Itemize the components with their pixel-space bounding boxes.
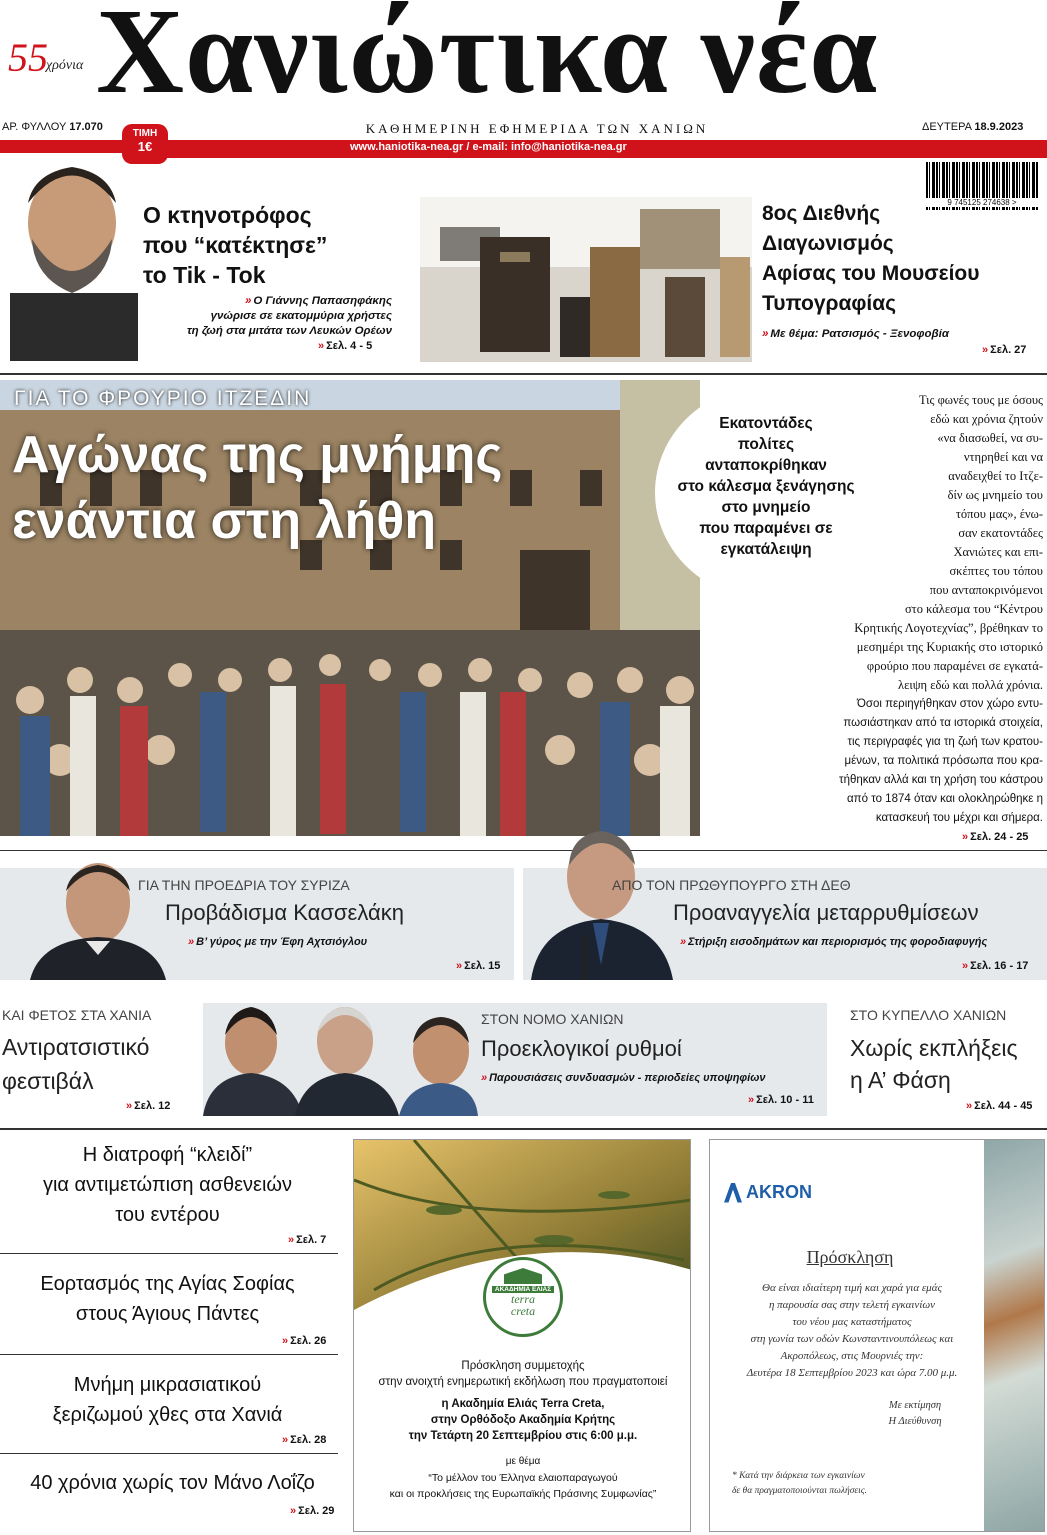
brief-item[interactable]	[0, 1140, 335, 1230]
lead-body-line: σαν εκατοντάδες	[958, 526, 1043, 540]
callout-line: Εκατοντάδες	[719, 415, 813, 432]
top-left-headline-line: το Tik - Tok	[143, 262, 266, 288]
top-right-page-ref[interactable]	[982, 344, 1026, 356]
mid-left-kicker: ΓΙΑ ΤΗΝ ΠΡΟΕΔΡΙΑ ΤΟΥ ΣΥΡΙΖΑ	[138, 877, 350, 893]
museum-photo	[420, 197, 752, 362]
akron-brand: AKRON	[746, 1182, 812, 1202]
lead-body-line: στο κάλεσμα του “Κέντρου	[904, 602, 1043, 616]
brief-line: Μνήμη μικρασιατικού	[73, 1374, 262, 1396]
top-right-headline-line: 8ος Διεθνής	[762, 202, 881, 225]
candidates-photo	[203, 985, 478, 1116]
top-left-sub-line: Ο Γιάννης Παπασηφάκης	[253, 295, 392, 307]
divider	[0, 373, 1047, 375]
chevron-icon: »	[456, 960, 461, 972]
top-left-page-ref[interactable]	[318, 340, 372, 352]
akron-title: Πρόσκληση	[806, 1247, 894, 1267]
lead-body-line: δίν ως μνημείο του	[947, 488, 1043, 502]
row3-left-headline-line: φεστιβάλ	[2, 1068, 94, 1094]
lead-body-line: εδώ και χρόνια ζητούν	[930, 412, 1043, 426]
lead-body-line: Χανιώτες και επι-	[953, 545, 1043, 559]
row3-center-page-ref[interactable]	[748, 1094, 814, 1106]
academy-line: στην Ορθόδοξο Ακαδημία Κρήτης	[430, 1414, 616, 1426]
farmer-photo	[0, 153, 138, 361]
lead-body-line: «να διασωθεί, να συ-	[937, 431, 1043, 445]
row3-center-headline[interactable]: Προεκλογικοί ρυθμοί	[481, 1036, 682, 1061]
row3-left-page-ref[interactable]	[126, 1100, 170, 1112]
row3-center-sub-text: Παρουσιάσεις συνδυασμών - περιοδείες υποψηφίων	[489, 1072, 766, 1084]
page-ref-text: Σελ. 16 - 17	[970, 960, 1029, 972]
web-line[interactable]: www.haniotika-nea.gr / e-mail: info@haniotika-nea.gr	[350, 141, 627, 153]
academy-badge-brand-2: creta	[510, 1304, 536, 1318]
lead-body	[780, 391, 1043, 828]
olive-house-icon	[504, 1268, 542, 1284]
anniversary-number: 55	[8, 35, 48, 80]
callout-line: εγκατάλειψη	[720, 541, 812, 558]
page-ref-text: Σελ. 26	[290, 1335, 327, 1347]
mid-left-headline[interactable]: Προβάδισμα Κασσελάκη	[165, 900, 404, 925]
lead-body-line: Όσοι περιηγήθηκαν στον χώρο εντυ-	[856, 698, 1043, 710]
callout-line: στο μνημείο	[721, 499, 811, 516]
lead-body-line: τήθηκαν αλλά και τη χρήση του κάστρου	[839, 774, 1043, 786]
row3-left-kicker: ΚΑΙ ΦΕΤΟΣ ΣΤΑ ΧΑΝΙΑ	[2, 1007, 152, 1023]
top-left-sub-line: τη ζωή στα μιτάτα των Λευκών Ορέων	[186, 325, 392, 337]
chevron-icon: »	[966, 1100, 971, 1112]
brief-page-ref[interactable]	[282, 1434, 326, 1446]
academy-line: η Ακαδημία Ελιάς Terra Creta,	[441, 1398, 605, 1410]
chevron-icon: »	[288, 1234, 293, 1246]
academy-badge-top: ΑΚΑΔΗΜΙΑ ΕΛΙΑΣ	[492, 1286, 554, 1293]
chevron-icon: »	[962, 831, 967, 843]
lead-body-line: λειψη εδώ και πολλά χρόνια.	[898, 678, 1043, 692]
lead-body-line: κατασκευή του μέχρι και σήμερα.	[875, 812, 1043, 824]
akron-line: του νέου μας καταστήματος	[792, 1316, 912, 1328]
page-ref-text: Σελ. 10 - 11	[756, 1094, 814, 1106]
callout-line: στο κάλεσμα ξενάγησης	[677, 478, 855, 495]
top-right-sub-text: Με θέμα: Ρατσισμός - Ξενοφοβία	[770, 328, 950, 340]
top-right-headline-line: Αφίσας του Μουσείου	[762, 262, 980, 285]
chevron-icon: »	[244, 295, 250, 307]
mid-left-sub-text: Β’ γύρος με την Έφη Αχτσιόγλου	[196, 936, 368, 948]
row3-center-kicker: ΣΤΟΝ ΝΟΜΟ ΧΑΝΙΩΝ	[481, 1011, 624, 1027]
academy-badge-brand-1: terra	[511, 1292, 535, 1306]
academy-line: με θέμα	[505, 1456, 541, 1467]
top-left-sub	[132, 294, 392, 339]
top-right-headline-line: Τυπογραφίας	[762, 292, 897, 315]
row3-center-sub	[481, 1072, 766, 1084]
mid-right-headline[interactable]: Προαναγγελία μεταρρυθμίσεων	[673, 900, 979, 925]
chevron-icon: »	[762, 328, 767, 340]
lead-body-line: που ανταποκρινόμενοι	[929, 583, 1043, 597]
price-badge	[122, 124, 168, 164]
brief-divider	[0, 1453, 338, 1454]
mitsotakis-photo	[523, 815, 673, 980]
academy-line: Πρόσκληση συμμετοχής	[461, 1360, 585, 1372]
row3-right-kicker: ΣΤΟ ΚΥΠΕΛΛΟ ΧΑΝΙΩΝ	[850, 1007, 1007, 1023]
top-left-headline-line: που “κατέκτησε”	[143, 232, 328, 258]
page-ref-text: Σελ. 29	[298, 1505, 335, 1517]
brief-line: για αντιμετώπιση ασθενειών	[42, 1174, 293, 1196]
chevron-icon: »	[282, 1434, 287, 1446]
page-ref-text: Σελ. 24 - 25	[970, 831, 1029, 843]
row3-right-headline-line: Χωρίς εκπλήξεις	[850, 1035, 1018, 1061]
page-ref-text: Σελ. 44 - 45	[974, 1100, 1033, 1112]
lead-body-line: πωσιάστηκαν από τα ιστορικά στοιχεία,	[843, 717, 1043, 729]
mid-left-page-ref[interactable]	[456, 960, 500, 972]
brief-item[interactable]	[0, 1269, 335, 1329]
issue-label: ΑΡ. ΦΥΛΛΟΥ	[2, 121, 67, 133]
lead-body-line: αναδειχθεί το Ιτζε-	[948, 469, 1043, 483]
akron-line: * Κατά την διάρκεια των εγκαινίων	[732, 1471, 865, 1481]
brief-page-ref[interactable]	[282, 1335, 326, 1347]
chevron-icon: »	[962, 960, 967, 972]
academy-badge	[483, 1257, 563, 1337]
issue-date-value: 18.9.2023	[974, 121, 1024, 133]
akron-text	[710, 1280, 994, 1382]
chevron-icon: »	[982, 344, 987, 356]
kasselakis-photo	[0, 855, 192, 980]
issue-number: 17.070	[69, 121, 103, 133]
akron-logo	[724, 1182, 812, 1203]
akron-ad[interactable]	[709, 1139, 1045, 1532]
callout-line: ανταποκρίθηκαν	[705, 457, 827, 474]
lead-kicker: ΓΙΑ ΤΟ ΦΡΟΥΡΙΟ ΙΤΖΕΔΙΝ	[14, 387, 312, 410]
callout-line: που παραμένει σε	[699, 520, 833, 537]
page-ref-text: Σελ. 27	[990, 344, 1027, 356]
brief-item[interactable]	[0, 1370, 335, 1430]
lead-body-line: τις περιγραφές για τη ζωή των κρατου-	[847, 736, 1043, 748]
chevron-icon: »	[481, 1072, 486, 1084]
row3-right-headline[interactable]	[850, 1032, 1018, 1096]
akron-line: Με εκτίμηση	[888, 1400, 942, 1411]
akron-line: στη γωνία των οδών Κωνσταντινουπόλεως και	[750, 1333, 954, 1345]
lead-body-line: Κρητικής Λογοτεχνίας”, βρέθηκαν το	[854, 621, 1043, 635]
mid-right-sub	[680, 936, 987, 948]
lead-body-line: μεσημέρι της Κυριακής στο ιστορικό	[856, 640, 1043, 654]
brief-line: στους Άγιους Πάντες	[75, 1303, 260, 1325]
top-left-headline[interactable]	[143, 200, 327, 290]
lead-body-line: τόπου μας», ένω-	[955, 507, 1043, 521]
akron-line: Θα είναι ιδιαίτερη τιμή και χαρά για εμάς	[762, 1282, 942, 1294]
divider	[0, 1128, 1047, 1130]
brief-divider	[0, 1354, 338, 1355]
mid-right-sub-text: Στήριξη εισοδημάτων και περιορισμός της φοροδιαφυγής	[688, 936, 988, 948]
akron-line: Η Διεύθυνση	[888, 1416, 942, 1427]
lead-body-line: Τις φωνές τους με όσους	[918, 393, 1043, 407]
chevron-icon: »	[126, 1100, 131, 1112]
brief-line: ξεριζωμού χθες στα Χανιά	[52, 1404, 283, 1426]
anniversary-logo	[8, 34, 98, 84]
academy-line: στην ανοιχτή ενημερωτική εκδήλωση που πραγματοποιεί	[378, 1376, 668, 1388]
brief-line: 40 χρόνια χωρίς τον Μάνο Λοΐζο	[30, 1472, 315, 1494]
chevron-icon: »	[188, 936, 193, 948]
top-left-headline-line: Ο κτηνοτρόφος	[143, 202, 312, 228]
issue-day: ΔΕΥΤΕΡΑ	[922, 121, 972, 133]
page-ref-text: Σελ. 28	[290, 1434, 327, 1446]
akron-line: η παρουσία σας στην τελετή εγκαινίων	[768, 1299, 936, 1311]
tagline: ΚΑΘΗΜΕΡΙΝΗ ΕΦΗΜΕΡΙΔΑ ΤΩΝ ΧΑΝΙΩΝ	[365, 121, 709, 136]
akron-line: δε θα πραγματοποιούνται πωλήσεις.	[732, 1486, 867, 1496]
top-right-headline-line: Διαγωνισμός	[762, 232, 894, 255]
akron-line: Δευτέρα 18 Σεπτεμβρίου 2023 και ώρα 7.00 μ.μ.	[746, 1367, 958, 1379]
brief-line: του εντέρου	[115, 1204, 220, 1226]
academy-line: “Το μέλλον του Έλληνα ελαιοπαραγωγού	[428, 1472, 618, 1484]
top-left-sub-line: γνώρισε σε εκατομμύρια χρήστες	[210, 310, 392, 322]
lead-body-line: από το 1874 όταν και ολοκληρώθηκε η	[847, 793, 1043, 805]
lead-body-line: μένων, τα πολιτικά πρόσωπα που κρα-	[844, 755, 1043, 767]
mid-right-page-ref[interactable]	[962, 960, 1028, 972]
academy-ad[interactable]	[353, 1139, 691, 1532]
lead-body-line: σκέπτες του τόπου	[949, 564, 1043, 578]
callout-line: πολίτες	[737, 436, 795, 453]
issue-info	[2, 121, 103, 133]
lead-body-line: ντηρηθεί και να	[963, 450, 1043, 464]
row3-right-headline-line: η Α’ Φάση	[850, 1067, 951, 1093]
page-ref-text: Σελ. 12	[134, 1100, 171, 1112]
page-ref-text: Σελ. 7	[296, 1234, 327, 1246]
anniversary-word: χρόνια	[46, 58, 84, 73]
page-ref-text: Σελ. 15	[464, 960, 501, 972]
akron-note	[732, 1469, 867, 1499]
row3-left-headline-line: Αντιρατσιστικό	[2, 1034, 150, 1060]
chevron-icon: »	[748, 1094, 753, 1106]
barcode-digits: 9 745125 274638 >	[924, 198, 1040, 207]
academy-line: και οι προκλήσεις της Ευρωπαϊκής Πράσινης Συμφωνίας”	[389, 1488, 657, 1500]
chevron-icon: »	[290, 1505, 295, 1517]
lead-headline-line: ενάντια στη λήθη	[12, 492, 437, 550]
top-right-headline[interactable]	[762, 199, 980, 319]
akron-logo-icon	[724, 1183, 742, 1203]
page-ref-text: Σελ. 4 - 5	[326, 340, 373, 352]
brief-line: Η διατροφή “κλειδί”	[82, 1144, 253, 1166]
row3-right-page-ref[interactable]	[966, 1100, 1032, 1112]
brief-item[interactable]	[0, 1468, 345, 1498]
chevron-icon: »	[282, 1335, 287, 1347]
academy-line: την Τετάρτη 20 Σεπτεμβρίου στις 6:00 μ.μ.	[408, 1430, 638, 1442]
academy-text	[354, 1358, 691, 1502]
chevron-icon: »	[318, 340, 323, 352]
price-value: 1€	[137, 139, 153, 154]
mid-right-kicker: ΑΠΟ ΤΟΝ ΠΡΩΘΥΠΟΥΡΓΟ ΣΤΗ ΔΕΘ	[612, 877, 851, 893]
akron-signoff	[860, 1398, 970, 1430]
issue-date	[922, 121, 1023, 133]
newspaper-title: Χανιώτικα νέα	[96, 0, 879, 119]
price-label: ΤΙΜΗ	[132, 128, 158, 139]
mid-left-sub	[188, 936, 367, 948]
lead-headline[interactable]	[12, 422, 502, 554]
brief-page-ref[interactable]	[290, 1505, 334, 1517]
lead-page-ref[interactable]	[962, 831, 1028, 843]
top-right-sub	[762, 328, 949, 340]
row3-left-headline[interactable]	[2, 1030, 149, 1098]
lead-headline-line: Αγώνας της μνήμης	[12, 426, 503, 484]
akron-line: Ακροπόλεως, στις Μουρνιές την:	[780, 1350, 924, 1362]
lead-body-line: φρούριο που παραμένει σε εγκατά-	[866, 659, 1043, 673]
chevron-icon: »	[680, 936, 685, 948]
brief-line: Εορτασμός της Αγίας Σοφίας	[40, 1273, 295, 1295]
brief-page-ref[interactable]	[288, 1234, 326, 1246]
brief-divider	[0, 1253, 338, 1254]
